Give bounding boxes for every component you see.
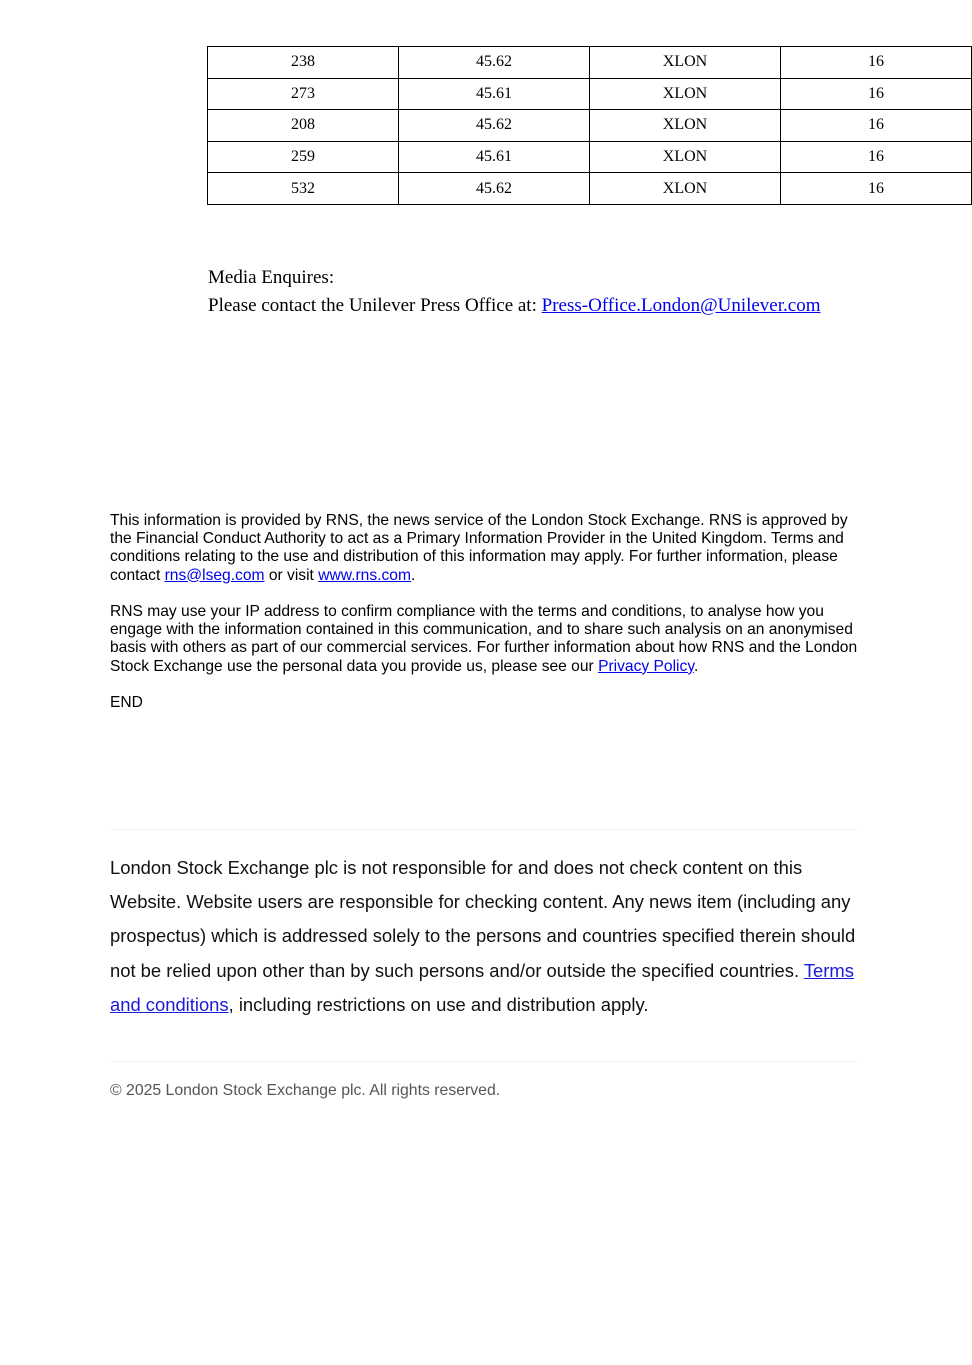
table-row bbox=[208, 47, 972, 79]
press-office-email-link[interactable]: Press-Office.London@Unilever.com bbox=[541, 295, 821, 316]
volume-cell: 259 bbox=[208, 141, 399, 173]
price-cell: 45.61 bbox=[399, 78, 590, 110]
venue-cell: XLON bbox=[590, 110, 781, 142]
volume-cell: 532 bbox=[208, 173, 399, 205]
volume-cell: 238 bbox=[208, 47, 399, 79]
time-cell: 16 bbox=[781, 47, 972, 79]
time-cell: 16 bbox=[781, 173, 972, 205]
venue-cell: XLON bbox=[590, 173, 781, 205]
media-contact-text: Please contact the Unilever Press Office at: bbox=[208, 295, 542, 316]
venue-cell: XLON bbox=[590, 78, 781, 110]
table-row bbox=[208, 173, 972, 205]
trades-table-container bbox=[207, 46, 884, 206]
price-cell: 45.62 bbox=[399, 110, 590, 142]
privacy-policy-link[interactable]: Privacy Policy bbox=[598, 657, 694, 675]
divider bbox=[110, 1061, 858, 1062]
end-marker: END bbox=[110, 694, 143, 711]
terms-and-conditions-link[interactable]: Terms and conditions bbox=[110, 959, 854, 1015]
price-cell: 45.62 bbox=[399, 47, 590, 79]
table-row bbox=[208, 78, 972, 110]
disclaimer-text: London Stock Exchange plc is not responsible for and does not check content on this Website. Website users are responsible for checking content. Any news item (including any prospectus) which is addressed solely to the persons and countries specified therein should not be relied upon other than by such persons and/or outside the specified countries. bbox=[110, 857, 856, 981]
media-heading: Media Enquires: bbox=[208, 267, 335, 288]
price-cell: 45.62 bbox=[399, 173, 590, 205]
rns-notice bbox=[110, 512, 860, 730]
price-cell: 45.61 bbox=[399, 141, 590, 173]
rns-p2-end: . bbox=[693, 657, 699, 675]
venue-cell: XLON bbox=[590, 47, 781, 79]
time-cell: 16 bbox=[781, 141, 972, 173]
venue-cell: XLON bbox=[590, 141, 781, 173]
volume-cell: 208 bbox=[208, 110, 399, 142]
media-contact-line bbox=[208, 292, 820, 320]
table-row bbox=[208, 141, 972, 173]
media-enquiries bbox=[208, 264, 820, 320]
lse-disclaimer bbox=[110, 851, 862, 1022]
trades-table bbox=[207, 46, 972, 205]
rns-p2-text: RNS may use your IP address to confirm compliance with the terms and conditions, to analyse how you engage with the information contained in this communication, and to share such analysis on an anonymised basis with others as part of our commercial services. For further information about how RNS and the London Stock Exchange use the personal data you provide us, please see our bbox=[110, 603, 858, 675]
time-cell: 16 bbox=[781, 110, 972, 142]
divider bbox=[110, 829, 858, 830]
rns-email-link[interactable]: rns@lseg.com bbox=[164, 566, 265, 584]
rns-website-link[interactable]: www.rns.com bbox=[318, 566, 411, 584]
copyright: © 2025 London Stock Exchange plc. All rights reserved. bbox=[110, 1082, 501, 1099]
time-cell: 16 bbox=[781, 78, 972, 110]
volume-cell: 273 bbox=[208, 78, 399, 110]
disclaimer-tail: , including restrictions on use and distribution apply. bbox=[228, 993, 649, 1015]
rns-paragraph-1 bbox=[110, 512, 860, 585]
rns-p1-end: . bbox=[410, 566, 416, 584]
rns-p1-text: This information is provided by RNS, the news service of the London Stock Exchange. RNS is approved by the Financial Conduct Authority to act as a Primary Information Provider in the United Kingdom. Terms and conditions relating to the use and distribution of this information may apply. For further information, please contact bbox=[110, 512, 848, 584]
rns-paragraph-2 bbox=[110, 603, 860, 676]
table-row bbox=[208, 110, 972, 142]
rns-p1-mid: or visit bbox=[264, 566, 319, 584]
